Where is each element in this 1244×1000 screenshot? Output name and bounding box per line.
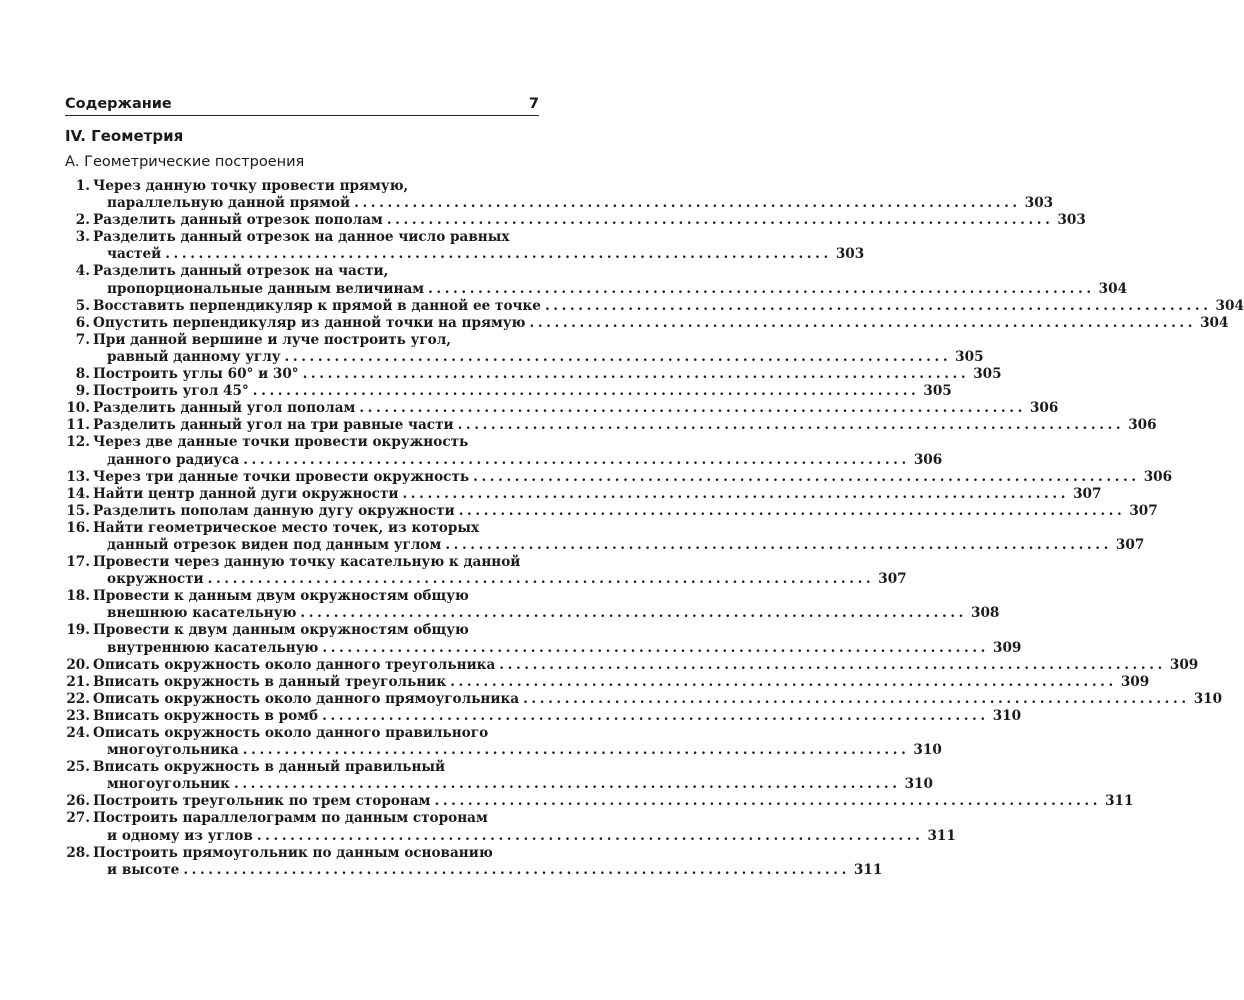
entry-number: 3. [75,229,90,246]
entry-title-line: Вписать окружность в ромб [93,707,319,724]
entry-number: 15. [66,502,90,519]
toc-entry [65,485,1102,503]
entry-title-line: Разделить пополам данную дугу окружности [93,502,455,519]
entry-number: 12. [66,434,90,451]
entry-page-number: 304 [1098,280,1128,297]
dot-leader: ................................................................................ [302,366,970,383]
dot-leader: ................................................................................ [284,348,952,365]
entry-number: 21. [66,673,90,690]
entry-page-number: 304 [1215,297,1244,314]
entry-page-number: 305 [973,366,1002,383]
entry-page-number: 305 [955,348,984,365]
toc-entry [65,759,933,793]
entry-number: 11. [66,417,90,434]
entry-page-number: 307 [1073,485,1102,502]
entry-number: 4. [75,263,90,280]
entry-title-line: параллельную данной прямой [107,195,351,212]
dot-leader: ................................................................................ [165,246,832,263]
entry-title-line: многоугольника [107,742,239,759]
toc-entry [65,622,1022,656]
toc-entry [65,297,1244,315]
entry-number: 17. [66,554,90,571]
entry-page-number: 310 [1193,690,1223,707]
entry-page-number: 311 [853,861,883,878]
entry-page-number: 309 [1169,656,1199,673]
toc-entry [65,229,865,263]
dot-leader: ................................................................................ [529,314,1197,331]
dot-leader: ................................................................................ [242,742,910,759]
entry-page-number: 311 [1105,793,1134,810]
entry-title-line: Разделить данный отрезок на части, [93,263,389,280]
toc-entry [65,690,1223,708]
dot-leader: ................................................................................ [207,571,875,588]
toc-entry [65,314,1229,332]
dot-leader: ................................................................................ [402,485,1070,502]
entry-number: 6. [75,314,90,331]
entry-page-number: 306 [1029,400,1059,417]
entry-number: 16. [66,519,90,536]
entry-page-number: 310 [913,742,942,759]
dot-leader: ................................................................................ [256,827,924,844]
entry-number: 28. [66,844,90,861]
section-heading: IV. Геометрия [65,127,184,145]
toc-entry [65,212,1086,229]
toc-entry [65,554,907,588]
entry-page-number: 309 [1120,673,1150,690]
entry-number: 24. [66,725,90,741]
dot-leader: ................................................................................ [499,656,1166,673]
toc-entry [65,844,883,879]
entry-page-number: 303 [1024,195,1054,212]
entry-title-line: Описать окружность около данного треугольника [93,656,496,673]
entry-title-line: Разделить данный отрезок пополам [93,212,383,229]
dot-leader: ................................................................................ [457,417,1125,434]
dot-leader: ................................................................................ [458,502,1126,519]
toc-entry [65,417,1157,434]
running-head [65,96,539,116]
entry-number: 7. [75,331,90,348]
toc-entry [65,673,1150,691]
entry-number: 23. [66,707,90,724]
entry-title-line: Восставить перпендикуляр к прямой в данной ее точке [93,297,541,314]
entry-number: 22. [66,690,90,707]
entry-title-line: При данной вершине и луче построить угол, [93,331,452,348]
entry-title-line: Найти центр данной дуги окружности [93,485,399,502]
toc-entry [65,725,942,759]
entry-title-line: Построить прямоугольник по данным основанию [93,844,493,861]
entry-title-line: окружности [107,571,204,588]
entry-number: 18. [66,588,90,605]
dot-leader: ................................................................................ [544,297,1212,314]
toc-entry [65,588,1000,622]
entry-title-line: внешнюю касательную [107,605,297,622]
entry-title-line: Через три данные точки провести окружность [93,468,470,485]
entry-title-line: Вписать окружность в данный треугольник [93,673,447,690]
toc-entry [65,502,1158,520]
entry-title-line: Провести к двум данным окружностям общую [93,622,469,639]
toc-entry [65,263,1128,297]
entry-page-number: 303 [835,246,865,263]
dot-leader: ................................................................................ [450,673,1117,690]
entry-title-line: и высоте [107,861,180,878]
entry-number: 25. [66,759,90,776]
entry-page-number: 310 [992,707,1022,724]
toc-entry [65,793,1134,810]
entry-number: 8. [75,366,90,383]
entry-title-line: пропорциональные данным величинам [107,280,425,297]
entry-title-line: Через две данные точки провести окружность [93,434,469,451]
entry-number: 13. [66,468,90,485]
entry-page-number: 311 [927,827,956,844]
entry-page-number: 305 [923,383,952,400]
entry-title-line: Описать окружность около данного правильного [93,725,489,741]
entry-title-line: частей [107,246,162,263]
entry-title-line: равный данному углу [107,348,281,365]
entry-number: 14. [66,485,90,502]
entry-title-line: Провести к данным двум окружностям общую [93,588,469,605]
dot-leader: ................................................................................ [434,793,1102,810]
entry-number: 26. [66,793,90,810]
entry-page-number: 307 [1129,502,1158,519]
entry-page-number: 308 [971,605,1000,622]
dot-leader: ................................................................................ [300,605,968,622]
entry-title-line: многоугольник [107,776,230,793]
toc-entry [65,468,1173,486]
entry-page-number: 306 [1128,417,1157,434]
toc-page [65,96,1244,879]
entry-title-line: данный отрезок виден под данным углом [107,536,442,553]
toc-entry [65,810,956,844]
entry-number: 20. [66,656,90,673]
entry-title-line: Разделить данный угол пополам [93,400,356,417]
toc-entry [65,331,984,366]
entry-page-number: 306 [1143,468,1173,485]
dot-leader: ................................................................................ [252,383,920,400]
entry-title-line: Вписать окружность в данный правильный [93,759,446,776]
entry-title-line: Опустить перпендикуляр из данной точки на прямую [93,314,526,331]
entry-page-number: 309 [992,639,1022,656]
dot-leader: ................................................................................ [473,468,1140,485]
entry-title-line: Через данную точку провести прямую, [93,178,409,194]
entry-title-line: Найти геометрическое место точек, из которых [93,519,480,536]
dot-leader: ................................................................................ [523,690,1190,707]
entry-page-number: 303 [1057,212,1086,229]
dot-leader: ................................................................................ [322,639,989,656]
toc-entries [65,178,1244,879]
entry-number: 5. [75,297,90,314]
toc-entry [65,366,1002,383]
toc-entry [65,434,943,468]
dot-leader: ................................................................................ [243,451,910,468]
entry-page-number: 307 [878,571,907,588]
entry-number: 1. [75,178,90,194]
entry-title-line: Построить параллелограмм по данным сторонам [93,810,488,827]
dot-leader: ................................................................................ [359,400,1026,417]
entry-page-number: 304 [1200,314,1229,331]
entry-title-line: Разделить данный угол на три равные части [93,417,454,434]
dot-leader: ................................................................................ [322,707,989,724]
dot-leader: ................................................................................ [354,195,1021,212]
entry-page-number: 310 [904,776,933,793]
entry-title-line: Построить углы 60° и 30° [93,366,299,383]
entry-number: 2. [75,212,90,229]
entry-title-line: Построить треугольник по трем сторонам [93,793,431,810]
toc-entry [65,383,952,400]
entry-title-line: Провести через данную точку касательную к данной [93,554,521,571]
dot-leader: ................................................................................ [445,536,1112,553]
entry-number: 10. [66,400,90,417]
entry-title-line: Описать окружность около данного прямоугольника [93,690,520,707]
entry-page-number: 306 [913,451,943,468]
toc-entry [65,656,1199,674]
entry-page-number: 307 [1115,536,1145,553]
dot-leader: ................................................................................ [428,280,1095,297]
toc-entry [65,400,1059,417]
page-number: 7 [528,96,539,112]
toc-entry [65,519,1145,554]
entry-title-line: внутреннюю касательную [107,639,319,656]
entry-title-line: Построить угол 45° [93,383,249,400]
entry-title-line: данного радиуса [107,451,240,468]
entry-title-line: Разделить данный отрезок на данное число равных [93,229,510,246]
dot-leader: ................................................................................ [386,212,1054,229]
toc-entry [65,707,1022,725]
entry-number: 9. [75,383,90,400]
entry-number: 27. [66,810,90,827]
entry-number: 19. [66,622,90,639]
entry-title-line: и одному из углов [107,827,253,844]
dot-leader: ................................................................................ [183,861,850,878]
dot-leader: ................................................................................ [233,776,901,793]
subsection-heading: А. Геометрические построения [65,154,305,170]
toc-entry [65,178,1054,212]
running-head-title: Содержание [65,96,172,112]
